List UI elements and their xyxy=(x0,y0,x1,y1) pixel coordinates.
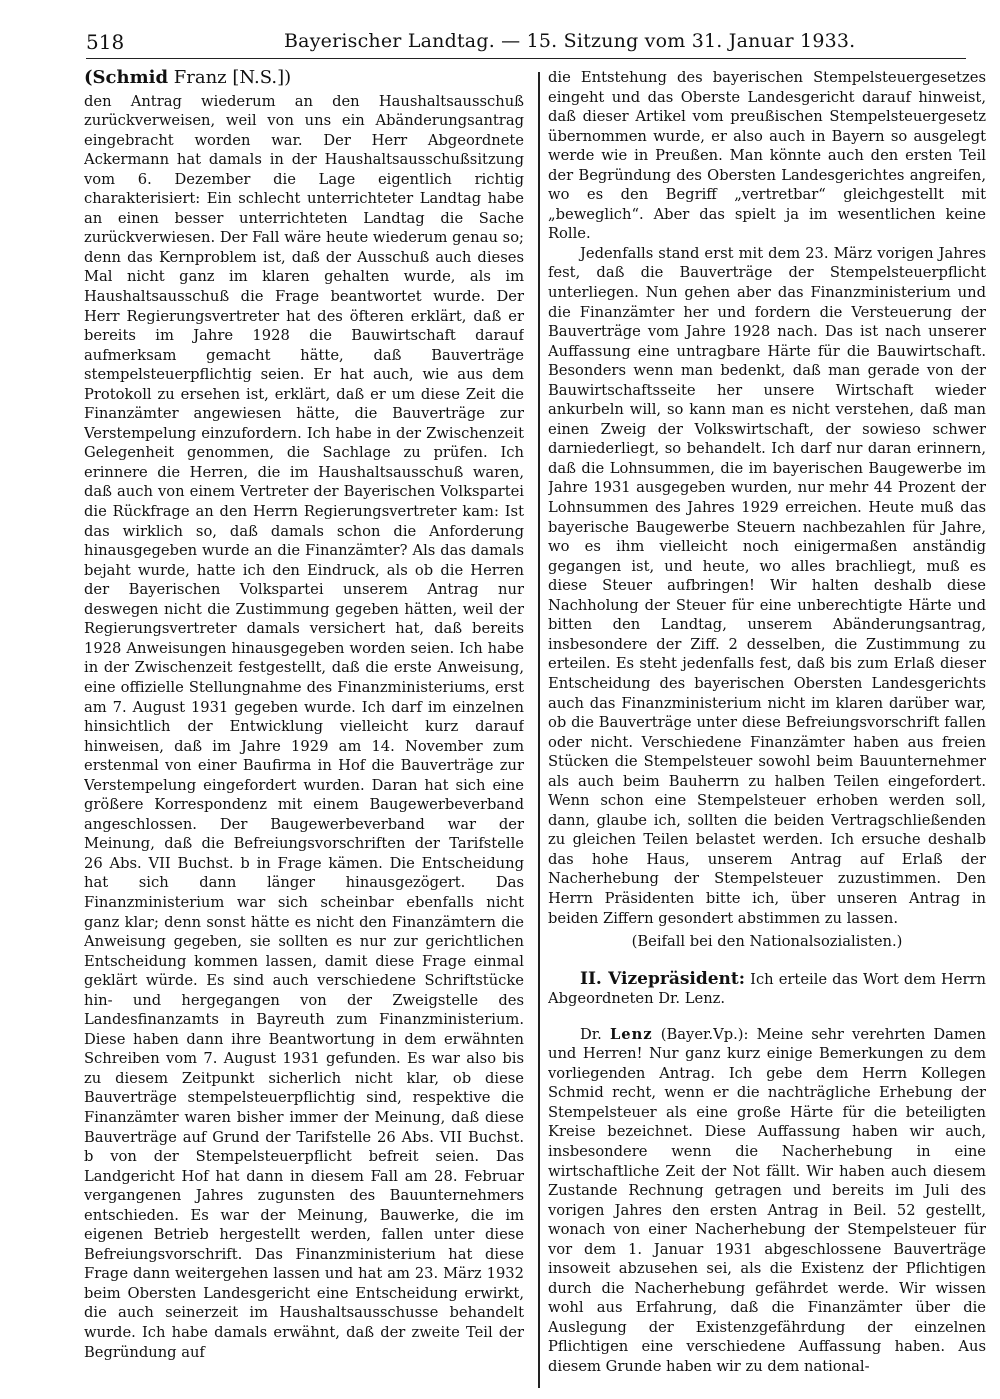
left-column xyxy=(84,68,524,1388)
vice-president-statement xyxy=(548,970,986,1009)
lenz-speech xyxy=(548,1025,986,1377)
lenz-party: (Bayer.Vp.): xyxy=(652,1025,757,1043)
speaker-heading xyxy=(84,68,524,88)
speaker-name: (Schmid xyxy=(84,68,169,88)
speaker-party: Franz [N.S.]) xyxy=(168,68,292,88)
running-title: Bayerischer Landtag. — 15. Sitzung vom 31. Januar 1933. xyxy=(284,30,856,52)
page-header xyxy=(86,28,966,59)
right-paragraph: die Entstehung des bayerischen Stempelsteuergesetzes eingeht und das Oberste Landesgericht darauf hinweist, daß dieser Artikel vom preußischen Stempelsteuergesetz übernommen wurde, er also auch in Bayern so ausgelegt werde wie in Preußen. Man könnte auch den ersten Teil der Begründung des Obersten Landesgerichtes angreifen, wo es den Begriff „vertretbar“ gleichgestellt mit „beweglich“. Aber das spielt ja im wesentlichen keine Rolle. xyxy=(548,69,986,243)
lenz-text: Meine sehr verehrten Damen und Herren! Nur ganz kurz einige Bemerkungen zu dem vorliegenden Antrag. Ich gebe dem Herrn Kollegen Schmid recht, wenn er die nachträgliche Erhebung der Stempelsteuer als eine große Härte für die beteiligten Kreise bezeichnet. Diese Auffassung haben wir auch, insbesondere wenn die Nacherhebung in eine wirtschaftliche Zeit der Not fällt. Wir haben auch diesem Zustande Rechnung getragen und bereits im Juli des vorigen Jahres den ersten Antrag in Beil. 52 gestellt, wonach von einer Nacherhebung der Stempelsteuer für vor dem 1. Januar 1931 abgeschlossene Bauverträge insoweit abzusehen sei, als die Existenz der Pflichtigen durch die Nacherhebung gefährdet werde. Wir wissen wohl aus Erfahrung, daß die Finanzämter über die Auslegung der Existenzgefährdung der einzelnen Pflichtigen eine verschiedene Auffassung haben. Aus diesem Grunde haben wir zu dem national- xyxy=(548,1025,986,1375)
vice-president-text: Ich erteile das Wort dem Herrn Abgeordneten Dr. Lenz. xyxy=(548,970,986,1008)
right-paragraph: Jedenfalls stand erst mit dem 23. März vorigen Jahres fest, daß die Bauverträge der Stempelsteuerpflicht unterliegen. Nun gehen aber das Finanzministerium und die Finanzämter her und fordern die Versteuerung der Bauverträge vom Jahre 1928 nach. Das ist nach unserer Auffassung eine untragbare Härte für die Bauwirtschaft. Besonders wenn man bedenkt, daß man gerade von der Bauwirtschaftsseite her unsere Wirtschaft wieder ankurbeln will, so kann man es nicht verstehen, daß man einen Zweig der Volkswirtschaft, der sowieso schwer darniederliegt, so behandelt. Ich darf nur daran erinnern, daß die Lohnsummen, die im bayerischen Baugewerbe im Jahre 1931 ausgegeben wurden, nur mehr 44 Prozent der Lohnsummen des Jahres 1929 erreichen. Heute muß das bayerische Baugewerbe Steuern nachbezahlen für Jahre, wo es ihm vielleicht noch einigermaßen anständig gegangen ist, und heute, wo alles brachliegt, muß es diese Steuer aufbringen! Wir halten deshalb diese Nachholung der Steuer für eine unberechtigte Härte und bitten den Landtag, unserem Abänderungsantrag, insbesondere der Ziff. 2 desselben, die Zustimmung zu erteilen. Es steht jedenfalls fest, daß bis zum Erlaß dieser Entscheidung des bayerischen Obersten Landesgerichts auch das Finanzministerium nicht im klaren darüber war, ob die Bauverträge unter diese Befreiungsvorschrift fallen oder nicht. Verschiedene Finanzämter haben aus freien Stücken die Stempelsteuer sowohl beim Bauunternehmer als auch beim Bauherrn zu halben Teilen eingefordert. Wenn schon eine Stempelsteuer erhoben werden soll, dann, glaube ich, sollten die beiden Vertragschließenden zu gleichen Teilen belastet werden. Ich ersuche deshalb das hohe Haus, unserem Antrag auf Erlaß der Nacherhebung der Stempelsteuer zuzustimmen. Den Herrn Präsidenten bitte ich, über unseren Antrag in beiden Ziffern gesondert abstimmen zu lassen. xyxy=(548,244,986,927)
applause-note: (Beifall bei den Nationalsozialisten.) xyxy=(631,933,903,951)
lenz-name: Lenz xyxy=(609,1025,653,1043)
right-column xyxy=(548,68,986,1388)
vice-president-label: II. Vizepräsident: xyxy=(580,968,746,989)
lenz-title: Dr. xyxy=(580,1025,610,1043)
page-number: 518 xyxy=(86,30,125,54)
column-divider xyxy=(538,72,540,1388)
left-paragraph: den Antrag wiederum an den Haushaltsausschuß zurückverweisen, weil von uns ein Abänderungsantrag eingebracht worden war. Der Herr Abgeordnete Ackermann hat damals in der Haushaltsausschußsitzung vom 6. Dezember die Lage eigentlich richtig charakterisiert: Ein schlecht unterrichteter Landtag habe an einen besser unterrichteten Landtag die Sache zurückverwiesen. Der Fall wäre heute wiederum genau so; denn das Kernproblem ist, daß der Ausschuß auch dieses Mal nicht ganz im klaren gehalten wurde, als im Haushaltsausschuß die Frage beantwortet wurde. Der Herr Regierungsvertreter hat des öfteren erklärt, daß er bereits im Jahre 1928 die Bauwirtschaft darauf aufmerksam gemacht hätte, daß Bauverträge stempelsteuerpflichtig seien. Er hat auch, wie aus dem Protokoll zu ersehen ist, erklärt, daß er um diese Zeit die Finanzämter angewiesen hätte, die Bauverträge zur Verstempelung einzufordern. Ich habe in der Zwischenzeit Gelegenheit genommen, die Sachlage zu prüfen. Ich erinnere die Herren, die im Haushaltsausschuß waren, daß auch von einem Vertreter der Bayerischen Volkspartei die Rückfrage an den Herrn Regierungsvertreter kam: Ist das wirklich so, daß damals schon die Anforderung hinausgegeben wurde an die Finanzämter? Als das damals bejaht wurde, hatte ich den Eindruck, als ob die Herren der Bayerischen Volkspartei unserem Antrag nur deswegen nicht die Zustimmung gegeben hätten, weil der Regierungsvertreter damals versichert hat, daß bereits 1928 Anweisungen hinausgegeben worden seien. Ich habe in der Zwischenzeit festgestellt, daß die erste Anweisung, eine offizielle Stellungnahme des Finanzministeriums, erst am 7. August 1931 gegeben wurde. Ich darf im einzelnen hinsichtlich der Entwicklung vielleicht kurz darauf hinweisen, daß im Jahre 1929 am 14. November zum erstenmal von einer Baufirma in Hof die Bauverträge zur Verstempelung eingefordert wurden. Daran hat sich eine größere Korrespondenz mit einem Baugewerbeverband angeschlossen. Der Baugewerbeverband war der Meinung, daß die Befreiungsvorschriften der Tarifstelle 26 Abs. VII Buchst. b in Frage kämen. Die Entscheidung hat sich dann länger hinausgezögert. Das Finanzministerium war sich scheinbar ebenfalls nicht ganz klar; denn sonst hätte es nicht den Finanzämtern die Anweisung gegeben, sie sollten es nur zur gerichtlichen Entscheidung kommen lassen, damit diese Frage einmal geklärt würde. Es sind auch verschiedene Schriftstücke hin- und hergegangen von der Zweigstelle des Landesfinanzamts in Bayreuth zum Finanzministerium. Diese haben dann ihre Beantwortung in dem erwähnten Schreiben vom 7. August 1931 gefunden. Es war also bis zu diesem Zeitpunkt sicherlich nicht klar, ob diese Bauverträge stempelsteuerpflichtig sind, respektive die Finanzämter waren bisher immer der Meinung, daß diese Bauverträge auf Grund der Tarifstelle 26 Abs. VII Buchst. b von der Stempelsteuerpflicht befreit seien. Das Landgericht Hof hat dann in diesem Fall am 28. Februar vergangenen Jahres zugunsten des Bauunternehmers entschieden. Es war der Meinung, Bauwerke, die im eigenen Betrieb hergestellt werden, fallen unter diese Befreiungsvorschrift. Das Finanzministerium hat diese Frage dann weitergehen lassen und hat am 23. März 1932 beim Obersten Landesgericht eine Entscheidung erwirkt, die auch seinerzeit im Haushaltsausschusse behandelt wurde. Ich habe damals erwähnt, daß der zweite Teil der Begründung auf xyxy=(84,92,524,1361)
